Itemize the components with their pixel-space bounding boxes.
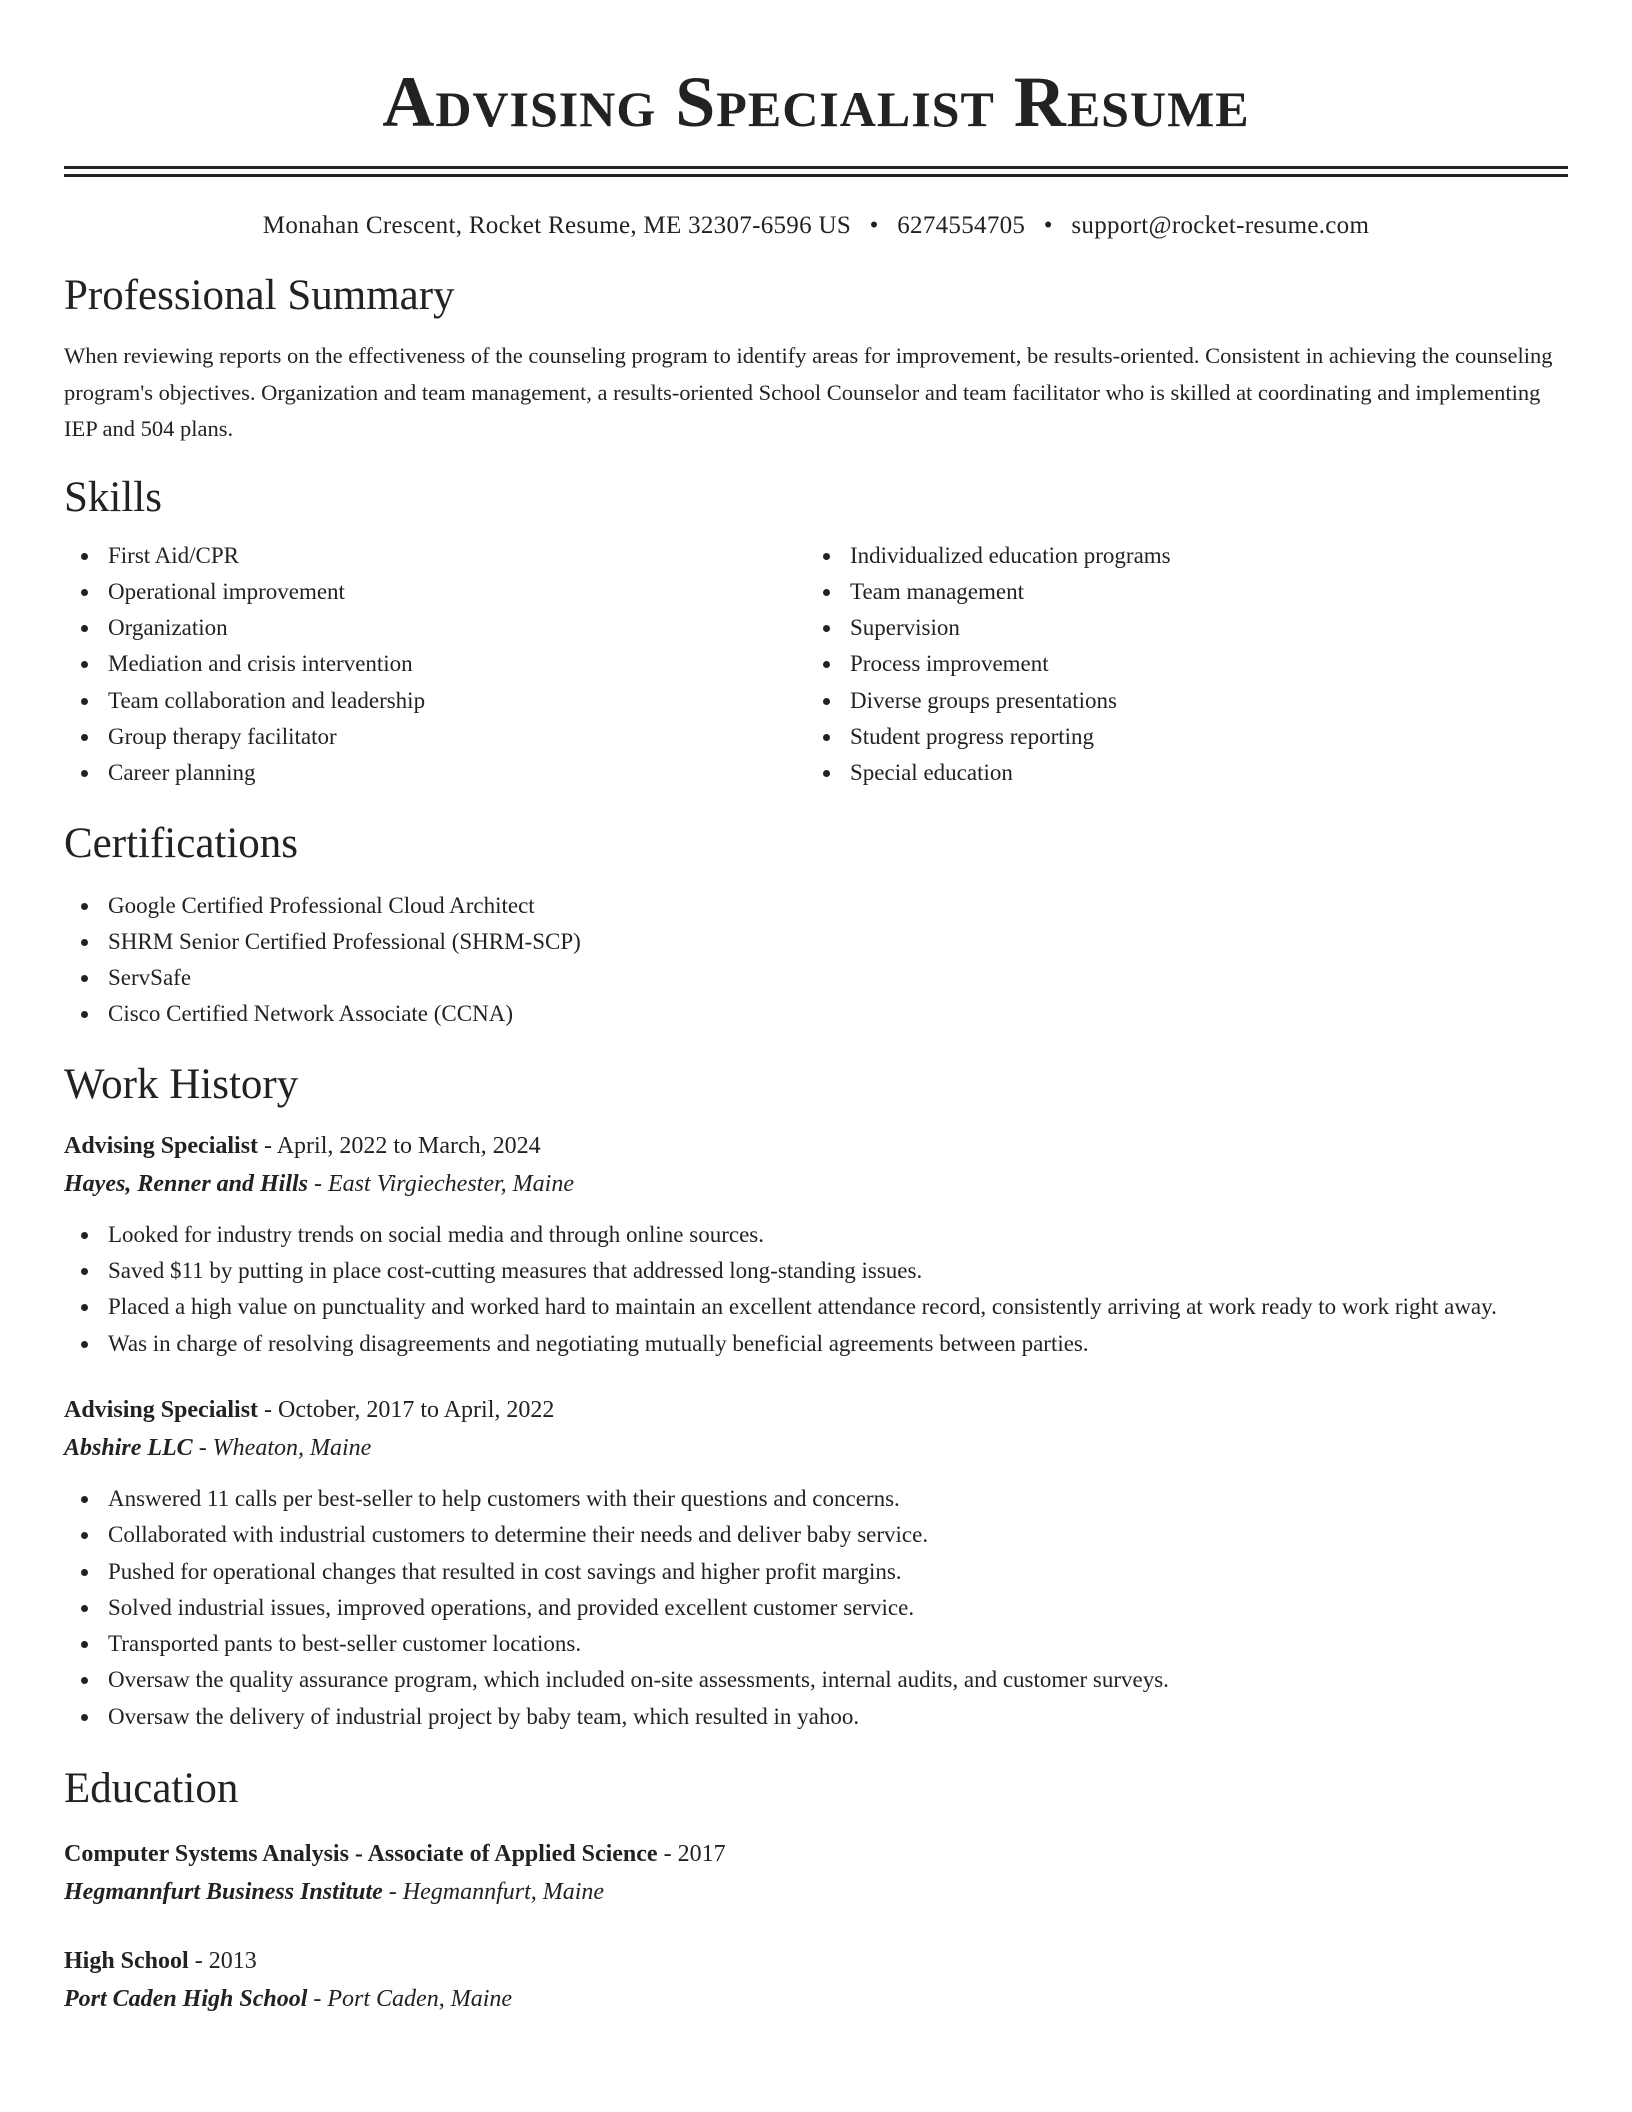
education-degree: Computer Systems Analysis - Associate of Applied Science [64, 1841, 658, 1868]
skill-item: Organization [64, 610, 806, 646]
job-dates: - October, 2017 to April, 2022 [258, 1396, 555, 1423]
education-year: - 2017 [657, 1841, 726, 1868]
job-bullet: Oversaw the delivery of industrial project by baby team, which resulted in yahoo. [64, 1699, 1568, 1735]
skills-heading: Skills [64, 473, 162, 521]
job-location: - East Virgiechester, Maine [308, 1170, 574, 1197]
job-bullet: Pushed for operational changes that resulted in cost savings and higher profit margins. [64, 1554, 1568, 1590]
job-title: Advising Specialist [64, 1396, 259, 1423]
job-company: Hayes, Renner and Hills [64, 1170, 309, 1197]
job-location: - Wheaton, Maine [192, 1434, 372, 1461]
job-title-line [64, 1391, 1568, 1429]
job-title-line [64, 1127, 1568, 1165]
contact-line [64, 210, 1568, 242]
education-degree: High School [64, 1948, 189, 1975]
skill-item: Group therapy facilitator [64, 719, 806, 755]
title-divider-thin [64, 174, 1568, 177]
skill-item: First Aid/CPR [64, 538, 806, 574]
job-bullet: Solved industrial issues, improved operations, and provided excellent customer service. [64, 1590, 1568, 1626]
job-bullet: Oversaw the quality assurance program, which included on-site assessments, internal audits, and customer surveys. [64, 1662, 1568, 1698]
summary-heading: Professional Summary [64, 272, 455, 319]
contact-phone: 6274554705 [897, 212, 1026, 239]
skill-item: Special education [806, 755, 1548, 791]
education-degree-line [64, 1835, 1568, 1873]
job-company-line [64, 1429, 1568, 1467]
contact-address: Monahan Crescent, Rocket Resume, ME 32307-6596 US [262, 212, 852, 239]
summary-text: When reviewing reports on the effectiveness of the counseling program to identify areas for improvement, be results-oriented. Consistent in achieving the counseling program's objectives. Organization and team management, a results-oriented School Counselor and team facilitator who is skilled at coordinating and implementing IEP and 504 plans. [64, 343, 1553, 441]
education-school: Port Caden High School [64, 1986, 308, 2013]
job-bullet: Saved $11 by putting in place cost-cutting measures that addressed long-standing issues. [64, 1253, 1568, 1289]
skill-item: Diverse groups presentations [806, 683, 1548, 719]
certification-item: Google Certified Professional Cloud Architect [64, 888, 1568, 924]
skill-item: Team management [806, 574, 1548, 610]
certifications-list [64, 888, 1568, 1033]
resume-title: Advising Specialist Resume [382, 62, 1250, 142]
skill-item: Operational improvement [64, 574, 806, 610]
skills-list-left [64, 538, 806, 792]
job-bullet: Collaborated with industrial customers to determine their needs and deliver baby service. [64, 1517, 1568, 1553]
skill-item: Individualized education programs [806, 538, 1548, 574]
skill-item: Team collaboration and leadership [64, 683, 806, 719]
contact-separator: • [869, 212, 879, 239]
education-location: - Port Caden, Maine [307, 1986, 513, 2013]
education-school: Hegmannfurt Business Institute [64, 1879, 383, 1906]
education-degree-line [64, 1942, 1568, 1980]
education-year: - 2013 [188, 1948, 257, 1975]
job-company: Abshire LLC [64, 1434, 193, 1461]
education-school-line [64, 1980, 1568, 2018]
job-title: Advising Specialist [64, 1132, 259, 1159]
skill-item: Process improvement [806, 646, 1548, 682]
skills-list-right [806, 538, 1548, 792]
certifications-heading: Certifications [64, 819, 299, 867]
job-bullet: Transported pants to best-seller customer locations. [64, 1626, 1568, 1662]
skill-item: Supervision [806, 610, 1548, 646]
certification-item: SHRM Senior Certified Professional (SHRM-SCP) [64, 924, 1568, 960]
contact-email: support@rocket-resume.com [1071, 212, 1370, 239]
education-school-line [64, 1873, 1568, 1911]
education-heading: Education [64, 1765, 239, 1813]
certification-item: ServSafe [64, 960, 1568, 996]
job-bullet: Placed a high value on punctuality and worked hard to maintain an excellent attendance record, consistently arriving at work ready to work right away. [64, 1289, 1568, 1325]
skill-item: Student progress reporting [806, 719, 1548, 755]
resume-page [64, 0, 1568, 2018]
education-location: - Hegmannfurt, Maine [382, 1879, 605, 1906]
job-bullets [64, 1217, 1568, 1362]
title-divider-thick [64, 166, 1568, 169]
job-company-line [64, 1165, 1568, 1203]
skill-item: Mediation and crisis intervention [64, 646, 806, 682]
work-history-heading: Work History [64, 1060, 299, 1108]
contact-separator: • [1043, 212, 1053, 239]
job-dates: - April, 2022 to March, 2024 [258, 1132, 541, 1159]
job-bullets [64, 1481, 1568, 1735]
skills-columns [64, 538, 1568, 792]
job-bullet: Answered 11 calls per best-seller to help customers with their questions and concerns. [64, 1481, 1568, 1517]
job-bullet: Looked for industry trends on social media and through online sources. [64, 1217, 1568, 1253]
certification-item: Cisco Certified Network Associate (CCNA) [64, 996, 1568, 1032]
job-bullet: Was in charge of resolving disagreements and negotiating mutually beneficial agreements between parties. [64, 1326, 1568, 1362]
skill-item: Career planning [64, 755, 806, 791]
